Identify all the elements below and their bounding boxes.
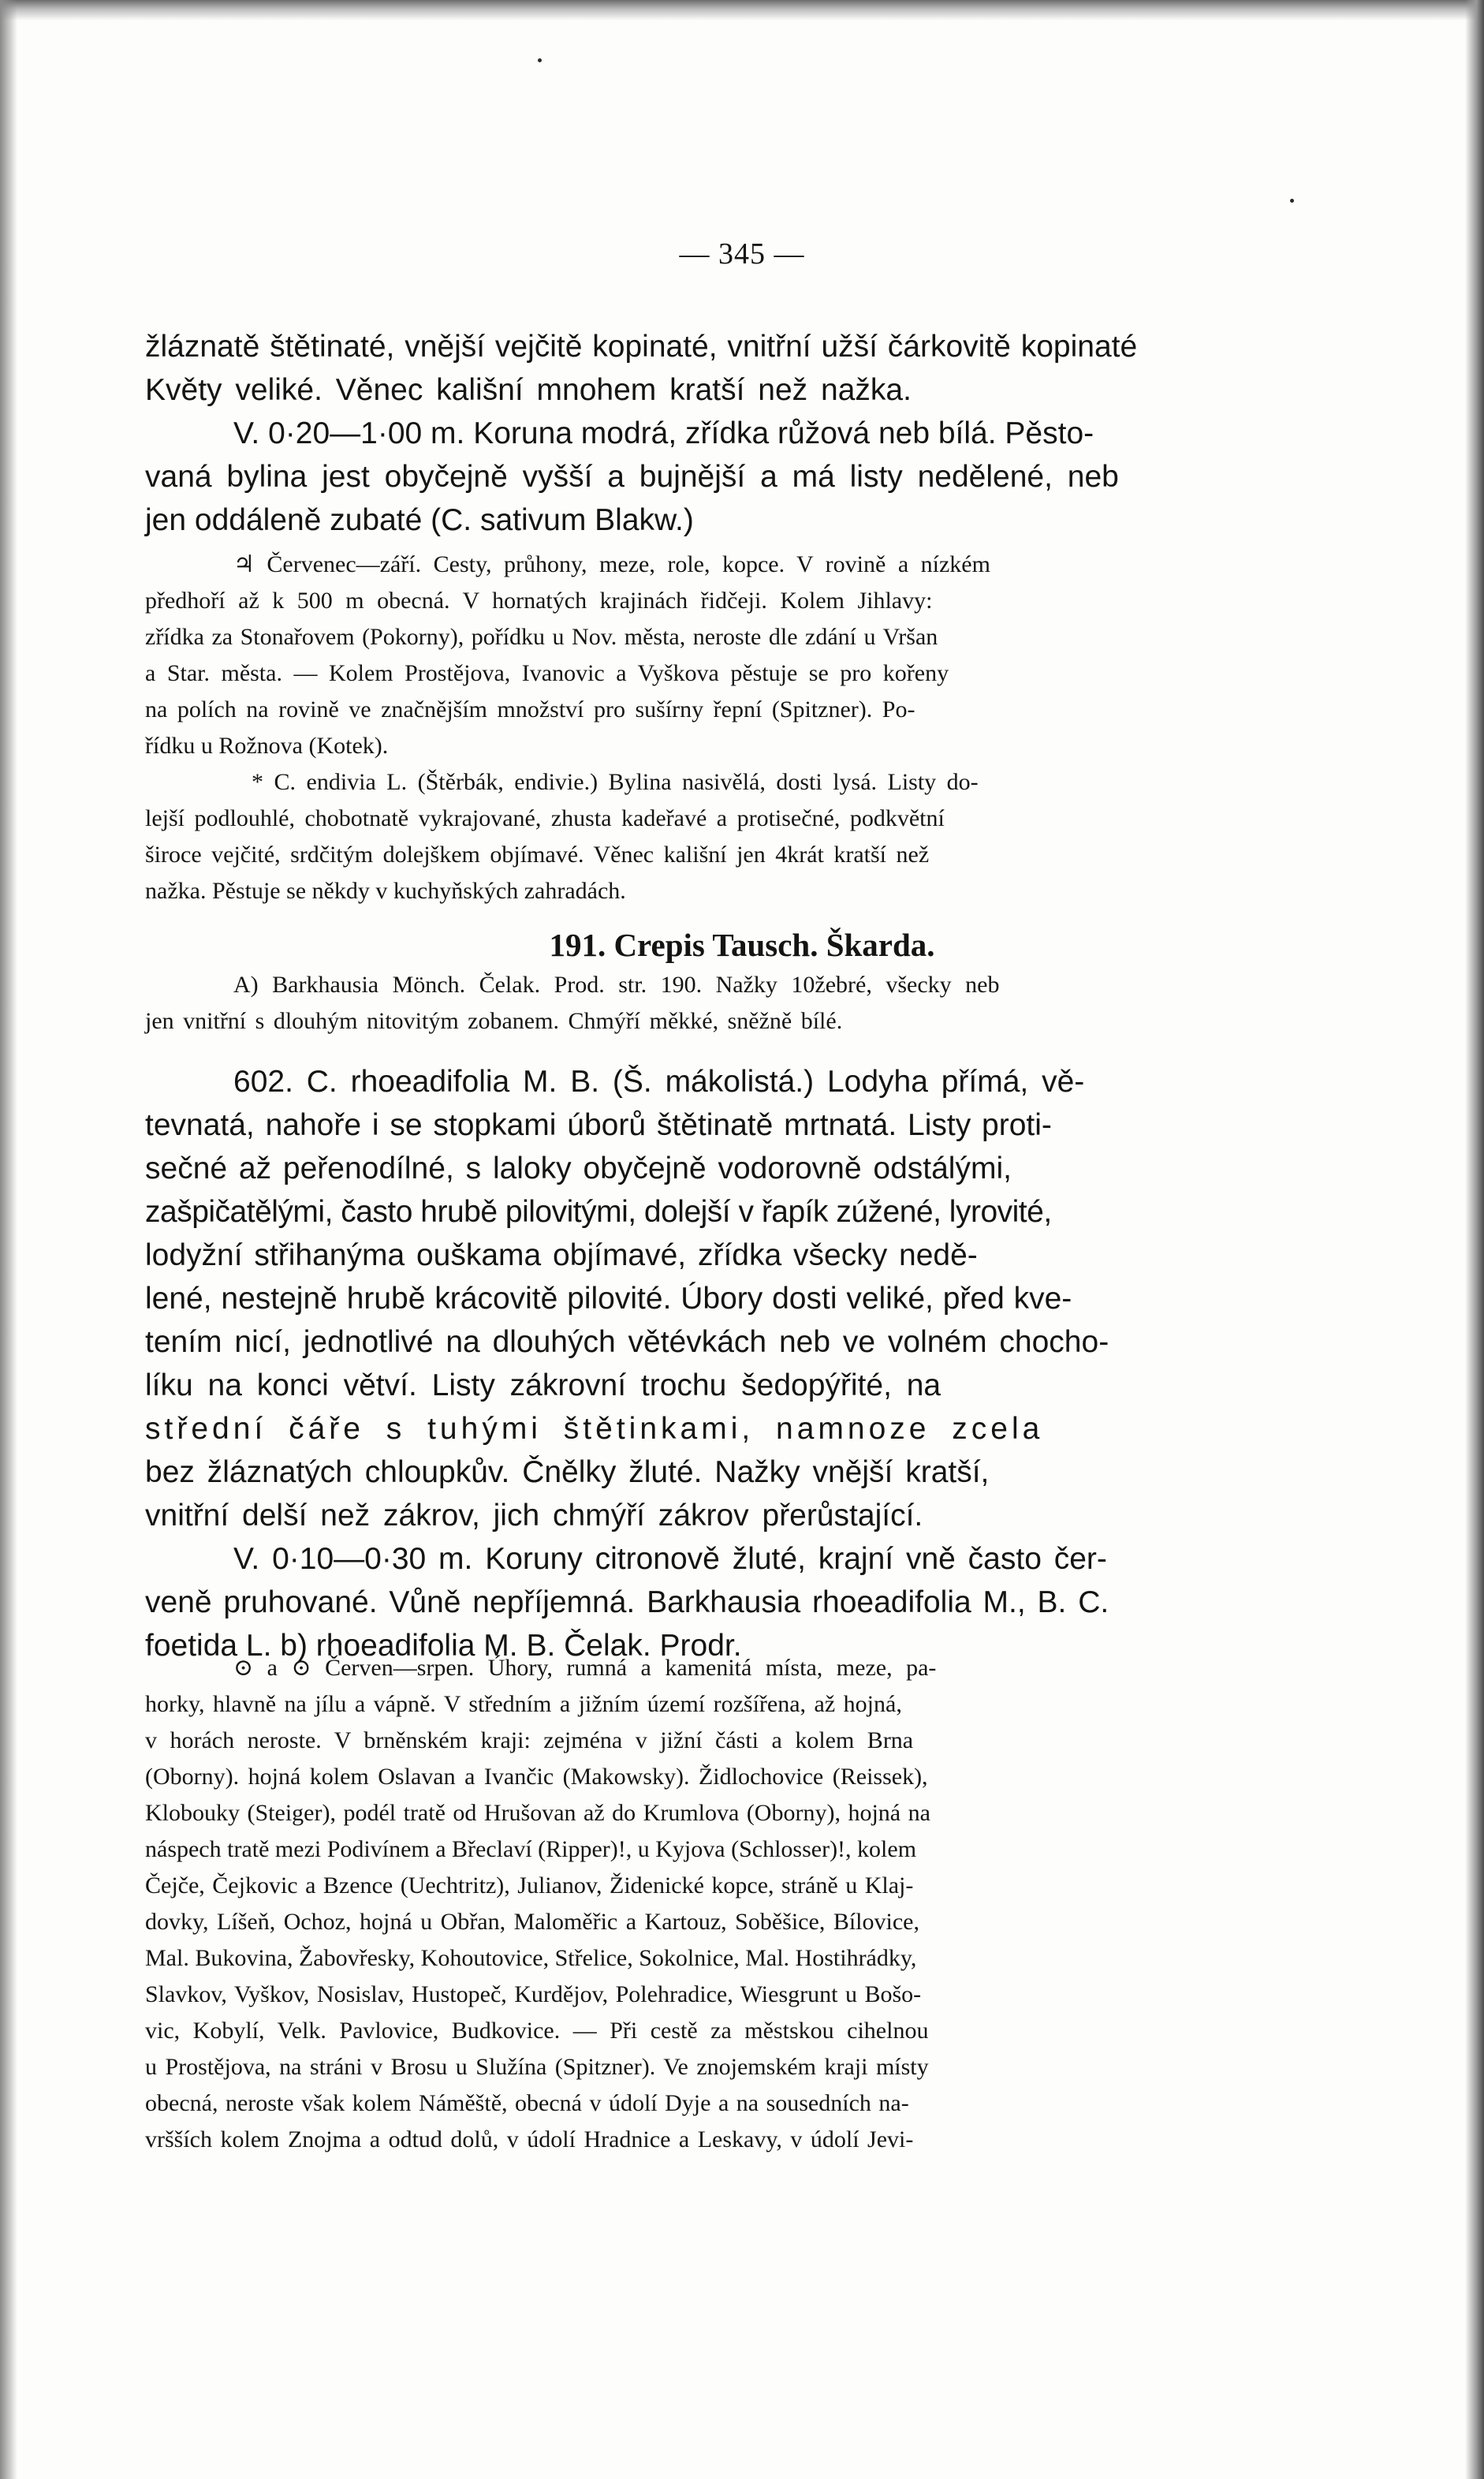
text-line: střední čáře s tuhými štětinkami, namnoze zcela <box>145 1412 1044 1446</box>
species-title-line: 602. C. rhoeadifolia M. B. (Š. mákolistá.) Lodyha přímá, vě- <box>233 1065 1085 1099</box>
text-line: vršších kolem Znojma a odtud dolů, v údolí Hradnice a Leskavy, v údolí Jevi- <box>145 2126 914 2152</box>
text-line: V. 0·20—1·00 m. Koruna modrá, zřídka růžová neb bílá. Pěsto- <box>233 416 1094 450</box>
text-line: jen vnitřní s dlouhým nitovitým zobanem. Chmýří měkké, sněžně bílé. <box>145 1008 843 1034</box>
text-line: zašpičatělými, často hrubě pilovitými, dolejší v řapík zúžené, lyrovité, <box>145 1195 1052 1229</box>
scan-left-edge <box>0 0 17 2479</box>
text-line: veně pruhované. Vůně nepříjemná. Barkhausia rhoeadifolia M., B. C. <box>145 1585 1109 1619</box>
scan-top-edge <box>0 0 1484 21</box>
text-line: vaná bylina jest obyčejně vyšší a bujnější a má listy nedělené, neb <box>145 460 1119 494</box>
scan-right-edge <box>1465 0 1484 2479</box>
text-line: tením nicí, jednotlivé na dlouhých větévkách neb ve volném chocho- <box>145 1325 1109 1359</box>
text-line: vnitřní delší než zákrov, jich chmýří zákrov přerůstající. <box>145 1499 923 1533</box>
habitat-notes <box>145 547 1279 909</box>
genus-heading: 191. Crepis Tausch. Škarda. <box>549 927 935 963</box>
page-number: — 345 — <box>679 237 805 271</box>
text-line: foetida L. b) rhoeadifolia M. B. Čelak. Prodr. <box>145 1629 742 1663</box>
text-line: ♃ Červenec—září. Cesty, průhony, meze, role, kopce. V rovině a nízkém <box>233 551 990 577</box>
text-line: obecná, neroste však kolem Náměště, obecná v údolí Dyje a na sousedních na- <box>145 2090 909 2116</box>
text-line: zřídka za Stonařovem (Pokorny), pořídku u Nov. města, neroste dle zdání u Vršan <box>145 624 938 650</box>
subgenus-description <box>145 967 1279 1040</box>
distribution-notes <box>145 1650 1279 2158</box>
text-line: dovky, Líšeň, Ochoz, hojná u Obřan, Maloměřic a Kartouz, Soběšice, Bílovice, <box>145 1909 919 1935</box>
text-line: horky, hlavně na jílu a vápně. V středním a jižním území rozšířena, až hojná, <box>145 1691 902 1717</box>
text-line: u Prostějova, na stráni v Brosu u Služína (Spitzner). Ve znojemském kraji místy <box>145 2054 929 2080</box>
text-line: vic, Kobylí, Velk. Pavlovice, Budkovice. — Při cestě za městskou cihelnou <box>145 2018 929 2044</box>
scan-speck <box>1290 199 1294 203</box>
text-line: náspech tratě mezi Podivínem a Břeclaví (Ripper)!, u Kyjova (Schlosser)!, kolem <box>145 1836 917 1862</box>
text-line: tevnatá, nahoře i se stopkami úborů štětinatě mrtnatá. Listy proti- <box>145 1108 1052 1142</box>
text-line: bez žláznatých chloupkův. Čnělky žluté. Nažky vnější kratší, <box>145 1455 990 1489</box>
text-line: žláznatě štětinaté, vnější vejčitě kopinaté, vnitřní užší čárkovitě kopinaté <box>145 330 1138 364</box>
text-line: řídku u Rožnova (Kotek). <box>145 733 389 759</box>
text-line: v horách neroste. V brněnském kraji: zejména v jižní části a kolem Brna <box>145 1727 914 1753</box>
top-paragraph <box>145 325 1279 542</box>
text-line: Čejče, Čejkovic a Bzence (Uechtritz), Julianov, Židenické kopce, stráně u Klaj- <box>145 1872 914 1898</box>
text-line: lejší podlouhlé, chobotnatě vykrajované, zhusta kadeřavé a protisečné, podkvětní <box>145 805 945 831</box>
scan-speck <box>538 58 542 62</box>
text-line: ⊙ a ⊙ Červen—srpen. Úhory, rumná a kamenitá místa, meze, pa- <box>233 1655 937 1681</box>
text-line: nažka. Pěstuje se někdy v kuchyňských zahradách. <box>145 878 626 904</box>
text-line: předhoří až k 500 m obecná. V hornatých krajinách řidčeji. Kolem Jihlavy: <box>145 588 933 614</box>
text-line: líku na konci větví. Listy zákrovní trochu šedopýřité, na <box>145 1368 941 1402</box>
text-line: jen oddáleně zubaté (C. sativum Blakw.) <box>145 503 694 537</box>
species-description <box>145 1060 1279 1667</box>
text-line: Slavkov, Vyškov, Nosislav, Hustopeč, Kurdějov, Polehradice, Wiesgrunt u Bošo- <box>145 1981 922 2007</box>
text-line: široce vejčité, srdčitým dolejškem objímavé. Věnec kališní jen 4krát kratší než <box>145 842 930 868</box>
text-line: Květy veliké. Věnec kališní mnohem kratší než nažka. <box>145 373 912 407</box>
text-line: A) Barkhausia Mönch. Čelak. Prod. str. 190. Nažky 10žebré, všecky neb <box>233 972 1000 998</box>
text-line: lené, nestejně hrubě krácovitě pilovité. Úbory dosti veliké, před kve- <box>145 1282 1072 1316</box>
text-line: (Oborny). hojná kolem Oslavan a Ivančic (Makowsky). Židlochovice (Reissek), <box>145 1764 928 1790</box>
text-line: Klobouky (Steiger), podél tratě od Hrušovan až do Krumlova (Oborny), hojná na <box>145 1800 930 1826</box>
text-line: a Star. města. — Kolem Prostějova, Ivanovic a Vyškova pěstuje se pro kořeny <box>145 660 949 686</box>
text-line: na polích na rovině ve značnějším množství pro sušírny řepní (Spitzner). Po- <box>145 696 915 722</box>
text-line: * C. endivia L. (Štěrbák, endivie.) Bylina nasivělá, dosti lysá. Listy do- <box>252 769 979 795</box>
text-line: lodyžní střihanýma ouškama objímavé, zřídka všecky nedě- <box>145 1238 978 1272</box>
text-line: Mal. Bukovina, Žabovřesky, Kohoutovice, Střelice, Sokolnice, Mal. Hostihrádky, <box>145 1945 917 1971</box>
text-line: V. 0·10—0·30 m. Koruny citronově žluté, krajní vně často čer- <box>233 1542 1107 1576</box>
text-line: sečné až peřenodílné, s laloky obyčejně vodorovně odstálými, <box>145 1152 1012 1185</box>
